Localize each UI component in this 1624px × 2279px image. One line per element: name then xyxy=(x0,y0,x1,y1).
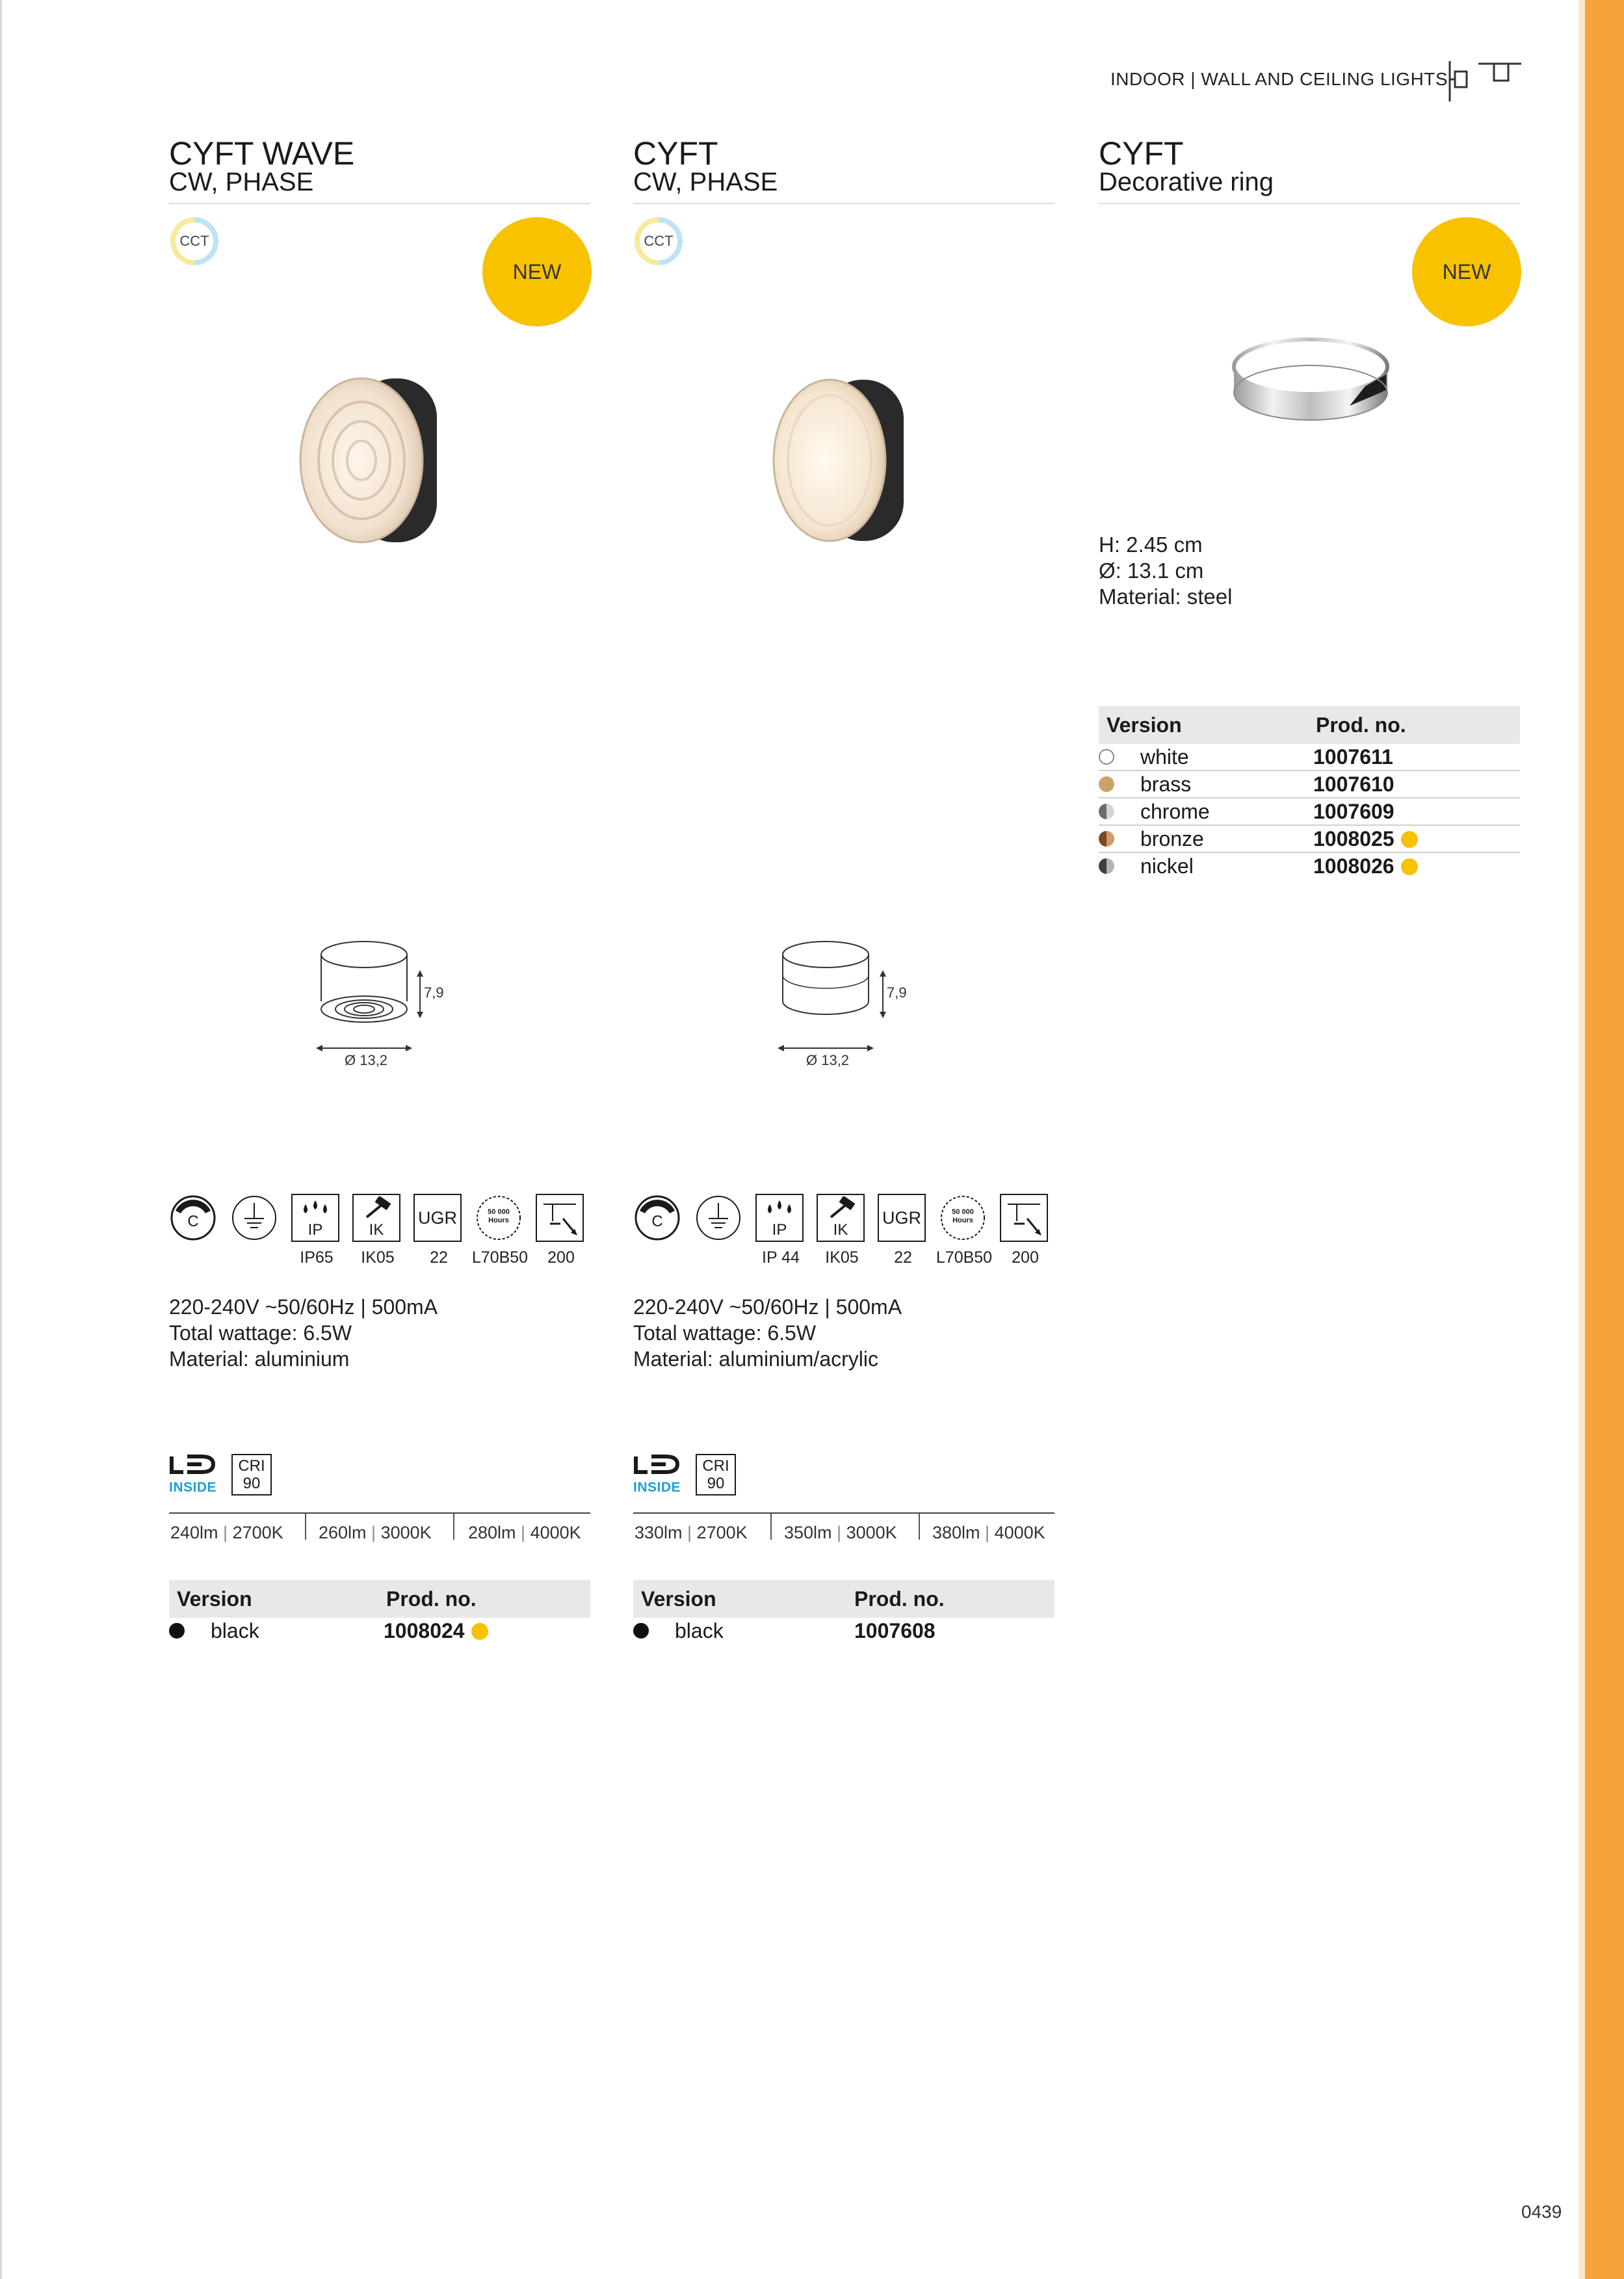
version-name: brass xyxy=(1140,772,1192,796)
lumen-option: 350lm | 3000K xyxy=(784,1523,897,1542)
ugr-glyph: UGR xyxy=(418,1208,457,1228)
new-badge: NEW xyxy=(482,217,592,326)
product-title: CYFT xyxy=(633,135,718,172)
led-inside-icon xyxy=(169,1454,216,1499)
ceiling-light-icon xyxy=(1477,60,1523,96)
lumen-value: 330lm xyxy=(635,1523,683,1542)
title-divider xyxy=(633,203,1054,204)
ring-diameter: Ø: 13.1 cm xyxy=(1099,559,1204,583)
lifetime-icon xyxy=(471,1194,529,1267)
dimension-height-label: 7,9 xyxy=(424,984,444,1001)
ik-rating-label: IK05 xyxy=(825,1248,859,1267)
ugr-value-label: 22 xyxy=(894,1248,912,1267)
lifetime-label: L70B50 xyxy=(471,1248,529,1267)
ring-dimensions xyxy=(1099,532,1232,610)
lumen-row xyxy=(169,1512,590,1548)
spec-electrical: 220-240V ~50/60Hz | 500mA xyxy=(169,1295,438,1319)
cri-label: CRI xyxy=(702,1457,729,1475)
product-photo-cyft xyxy=(771,377,914,547)
color-temp: 2700K xyxy=(232,1523,283,1542)
color-swatch-white xyxy=(1099,749,1114,765)
cri-value: 90 xyxy=(242,1475,261,1492)
distance-icon xyxy=(1000,1194,1051,1267)
title-divider xyxy=(1099,203,1520,204)
ip-icon xyxy=(755,1194,806,1267)
lumen-option: 330lm | 2700K xyxy=(635,1523,748,1542)
led-inside-label: INSIDE xyxy=(633,1480,681,1495)
product-number-text: 1008024 xyxy=(384,1619,465,1642)
version-name: bronze xyxy=(1140,827,1204,850)
cct-icon xyxy=(169,216,220,267)
product-title: CYFT xyxy=(1099,135,1184,172)
ip-rating-label: IP 44 xyxy=(762,1248,800,1267)
product-number xyxy=(1313,854,1418,878)
title-divider xyxy=(169,203,590,204)
lumen-value: 280lm xyxy=(468,1523,516,1542)
cct-label: CCT xyxy=(179,233,209,249)
class-c-icon xyxy=(169,1194,220,1245)
section-header: INDOOR | WALL AND CEILING LIGHTS xyxy=(1110,69,1448,89)
lumen-divider xyxy=(453,1514,454,1540)
product-subtitle: Decorative ring xyxy=(1099,168,1274,196)
ip-glyph: IP xyxy=(772,1221,787,1239)
version-table xyxy=(169,1580,590,1644)
lumen-divider xyxy=(305,1514,306,1540)
cri-value: 90 xyxy=(707,1475,725,1492)
version-name: black xyxy=(675,1619,724,1642)
color-temp: 2700K xyxy=(696,1523,748,1542)
cri-badge xyxy=(696,1454,736,1495)
dimension-drawing xyxy=(633,936,1054,1070)
product-number: 1007609 xyxy=(1313,800,1395,823)
ik-icon xyxy=(352,1194,403,1267)
new-badge: NEW xyxy=(1412,217,1521,326)
header-prod-no: Prod. no. xyxy=(1316,713,1406,737)
ring-material: Material: steel xyxy=(1099,585,1233,609)
product-number xyxy=(384,1619,488,1643)
class-c-icon xyxy=(633,1194,684,1245)
table-row xyxy=(1099,771,1520,798)
spec-electrical: 220-240V ~50/60Hz | 500mA xyxy=(633,1295,902,1319)
product-photo-decorative-ring xyxy=(1226,323,1395,443)
header-version: Version xyxy=(1107,713,1182,737)
earth-icon xyxy=(230,1194,281,1245)
lumen-option: 280lm | 4000K xyxy=(468,1523,581,1542)
color-swatch-bronze xyxy=(1099,831,1114,847)
spec-list xyxy=(633,1294,902,1372)
lumen-value: 260lm xyxy=(319,1523,367,1542)
table-header xyxy=(1099,706,1520,744)
ugr-glyph: UGR xyxy=(882,1208,921,1228)
ik-icon xyxy=(817,1194,867,1267)
product-title: CYFT WAVE xyxy=(169,135,355,172)
spec-wattage: Total wattage: 6.5W xyxy=(633,1321,817,1345)
table-row xyxy=(1099,744,1520,771)
page-left-edge xyxy=(0,0,2,2279)
color-temp: 3000K xyxy=(380,1523,432,1542)
color-swatch-brass xyxy=(1099,776,1114,792)
ugr-icon xyxy=(413,1194,464,1267)
header-version: Version xyxy=(177,1587,252,1611)
page-number: 0439 xyxy=(1521,2202,1562,2222)
earth-icon xyxy=(694,1194,745,1245)
lumen-value: 380lm xyxy=(932,1523,980,1542)
product-number-text: 1008025 xyxy=(1313,827,1395,850)
table-row xyxy=(1099,853,1520,879)
ik-glyph: IK xyxy=(833,1221,848,1239)
table-header xyxy=(633,1580,1054,1618)
table-row xyxy=(1099,826,1520,853)
ip-rating-label: IP65 xyxy=(300,1248,334,1267)
cri-badge xyxy=(231,1454,272,1495)
dimension-height-label: 7,9 xyxy=(887,984,907,1001)
version-name: nickel xyxy=(1140,854,1194,878)
product-subtitle: CW, PHASE xyxy=(169,168,314,196)
lumen-option: 240lm | 2700K xyxy=(170,1523,283,1542)
distance-label: 200 xyxy=(1012,1248,1039,1267)
header-prod-no: Prod. no. xyxy=(386,1587,477,1611)
lifetime-label: L70B50 xyxy=(936,1248,993,1267)
color-temp: 4000K xyxy=(994,1523,1045,1542)
product-number xyxy=(1313,827,1418,851)
spec-material: Material: aluminium xyxy=(169,1347,350,1371)
cct-icon xyxy=(633,216,684,267)
color-swatch-chrome xyxy=(1099,804,1114,819)
dimension-diameter-label: Ø 13,2 xyxy=(806,1052,850,1068)
lumen-divider xyxy=(770,1514,772,1540)
version-table xyxy=(633,1580,1054,1644)
lifetime-glyph: 50 000 Hours xyxy=(488,1208,510,1224)
header-prod-no: Prod. no. xyxy=(854,1587,945,1611)
table-row xyxy=(633,1618,1054,1644)
header-version: Version xyxy=(641,1587,716,1611)
led-inside-icon xyxy=(633,1454,680,1499)
version-table xyxy=(1099,706,1520,879)
lumen-value: 350lm xyxy=(784,1523,832,1542)
dimension-drawing xyxy=(169,936,590,1070)
dimension-diameter-label: Ø 13,2 xyxy=(345,1052,388,1068)
table-header xyxy=(169,1580,590,1618)
cct-label: CCT xyxy=(644,233,674,249)
color-swatch-black xyxy=(633,1623,649,1639)
class-c-glyph: C xyxy=(187,1213,199,1230)
feature-icon-row xyxy=(633,1194,1054,1272)
wall-light-icon xyxy=(1445,60,1473,106)
distance-icon xyxy=(536,1194,586,1267)
ugr-icon xyxy=(878,1194,928,1267)
orange-edge-shade xyxy=(1578,0,1585,2279)
ring-height: H: 2.45 cm xyxy=(1099,533,1203,557)
section-color-bar xyxy=(1585,0,1624,2279)
spec-wattage: Total wattage: 6.5W xyxy=(169,1321,352,1345)
new-indicator-icon xyxy=(1401,831,1418,848)
new-indicator-icon xyxy=(471,1623,488,1640)
product-number: 1007610 xyxy=(1313,772,1395,796)
ugr-value-label: 22 xyxy=(430,1248,448,1267)
lifetime-icon xyxy=(936,1194,993,1267)
lumen-option: 380lm | 4000K xyxy=(932,1523,1045,1542)
ip-glyph: IP xyxy=(308,1221,323,1239)
class-c-glyph: C xyxy=(651,1213,663,1230)
color-temp: 3000K xyxy=(846,1523,897,1542)
version-name: white xyxy=(1140,745,1189,769)
spec-material: Material: aluminium/acrylic xyxy=(633,1347,878,1371)
lumen-option: 260lm | 3000K xyxy=(319,1523,432,1542)
distance-label: 200 xyxy=(547,1248,575,1267)
ik-glyph: IK xyxy=(369,1221,384,1239)
version-name: chrome xyxy=(1140,800,1210,823)
feature-icon-row xyxy=(169,1194,590,1272)
product-number: 1007611 xyxy=(1313,745,1393,769)
table-row xyxy=(169,1618,590,1644)
product-photo-cyft-wave xyxy=(296,376,452,548)
lumen-value: 240lm xyxy=(170,1523,218,1542)
version-name: black xyxy=(211,1619,259,1642)
lifetime-glyph: 50 000 Hours xyxy=(952,1208,974,1224)
color-temp: 4000K xyxy=(530,1523,581,1542)
product-number-text: 1008026 xyxy=(1313,854,1395,878)
color-swatch-nickel xyxy=(1099,858,1114,874)
led-inside-label: INSIDE xyxy=(169,1480,217,1495)
cri-label: CRI xyxy=(238,1457,265,1475)
new-indicator-icon xyxy=(1401,858,1418,875)
spec-list xyxy=(169,1294,438,1372)
product-number: 1007608 xyxy=(854,1619,936,1642)
lumen-row xyxy=(633,1512,1054,1548)
ik-rating-label: IK05 xyxy=(361,1248,395,1267)
table-row xyxy=(1099,798,1520,826)
color-swatch-black xyxy=(169,1623,185,1639)
ip-icon xyxy=(291,1194,342,1267)
lumen-divider xyxy=(919,1514,920,1540)
product-subtitle: CW, PHASE xyxy=(633,168,778,196)
